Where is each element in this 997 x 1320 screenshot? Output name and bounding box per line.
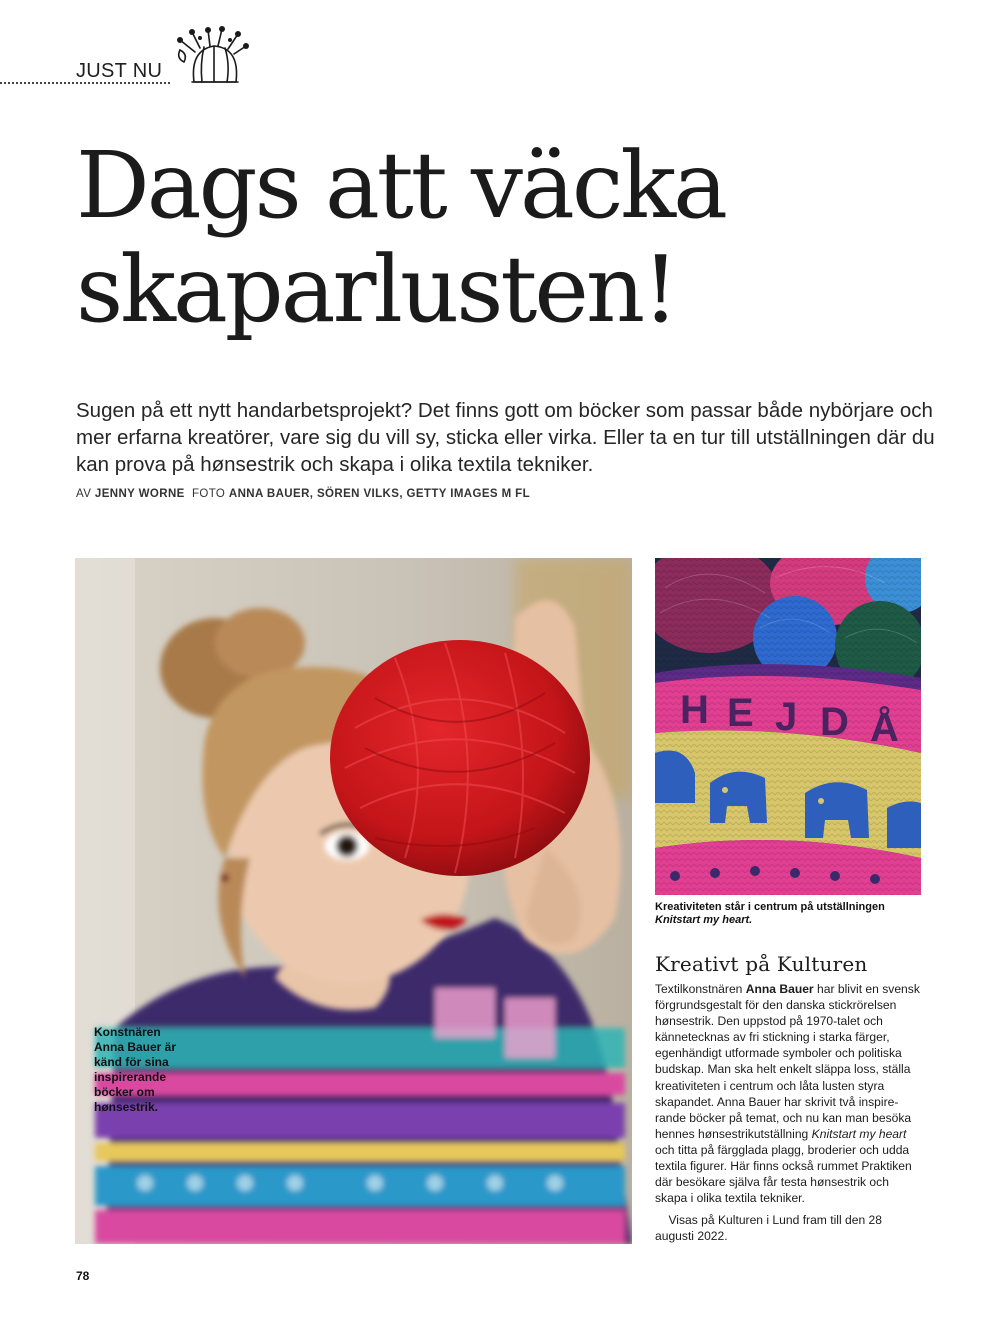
- knit-letter-5: Å: [870, 706, 899, 750]
- headline-line-1: Dags att väcka: [76, 132, 725, 239]
- article-text-2: har blivit en svensk förgrundsgestalt för den danska stickrörelsen hønsestrik. Den uppstod på 1970-talet och kännetecknas av fri stickning i starka färger, egenhändigt utformade symboler och politiska budskap. Man ska helt enkelt släppa loss, ställa kreativiteten i centrum och låta lusten styra skapandet. Anna Bauer har skrivit två inspire-rande böcker på temat, och nu kan man besöka hennes hønsestrikutställning: [655, 982, 920, 1141]
- article-text-1: Textilkonstnären: [655, 982, 743, 996]
- article-text-3: och titta på färgglada plagg, broderier och udda textila figurer. Här finns också rummet Praktiken där besökare själva får testa hønsestrik och skapa i olika textila tekniker.: [655, 1142, 912, 1206]
- byline-photo-prefix: FOTO: [191, 488, 226, 500]
- knit-letter-2: E: [727, 691, 754, 735]
- main-photo: [75, 558, 632, 1244]
- main-photo-caption: Konstnären Anna Bauer är känd för sina inspirerande böcker om hønsestrik.: [94, 1025, 177, 1114]
- article-name: Anna Bauer: [745, 982, 814, 996]
- ingress: Sugen på ett nytt handarbetsprojekt? Det finns gott om böcker som passar både nybörjare och mer erfarna kreatörer, vare sig du vill sy, sticka eller virka. Eller ta en tur till utställningen där du kan prova på hønsestrik och skapa i olika textila tekniker.: [76, 399, 935, 476]
- section-divider: [0, 82, 170, 84]
- article-closing-text: Visas på Kulturen i Lund fram till den 28 augusti 2022.: [655, 1213, 883, 1244]
- article-exhibition-title: Knitstart my heart: [811, 1126, 907, 1141]
- byline-photographers: ANNA BAUER, SÖREN VILKS, GETTY IMAGES M FL: [228, 488, 531, 500]
- article-closing: [655, 1212, 923, 1244]
- byline-author: JENNY WORNE: [94, 488, 185, 500]
- side-caption-title: Knitstart my heart.: [655, 914, 753, 926]
- headline: [76, 134, 956, 342]
- page-number: 78: [76, 1269, 90, 1283]
- knit-letter-3: J: [775, 695, 798, 739]
- side-photo-caption: [655, 901, 935, 927]
- article-body: [655, 981, 923, 1206]
- pincushion-icon: [170, 24, 252, 88]
- section-label: JUST NU: [76, 60, 163, 82]
- byline-by-prefix: AV: [76, 488, 92, 500]
- side-caption-text: Kreativiteten står i centrum på utställningen: [655, 901, 885, 913]
- byline: [76, 488, 530, 500]
- side-photo: [655, 558, 921, 895]
- article-title: Kreativt på Kulturen: [655, 952, 868, 976]
- headline-line-2: skaparlusten!: [76, 236, 677, 343]
- knit-letter-4: D: [820, 700, 849, 744]
- knit-letter-1: H: [680, 688, 709, 732]
